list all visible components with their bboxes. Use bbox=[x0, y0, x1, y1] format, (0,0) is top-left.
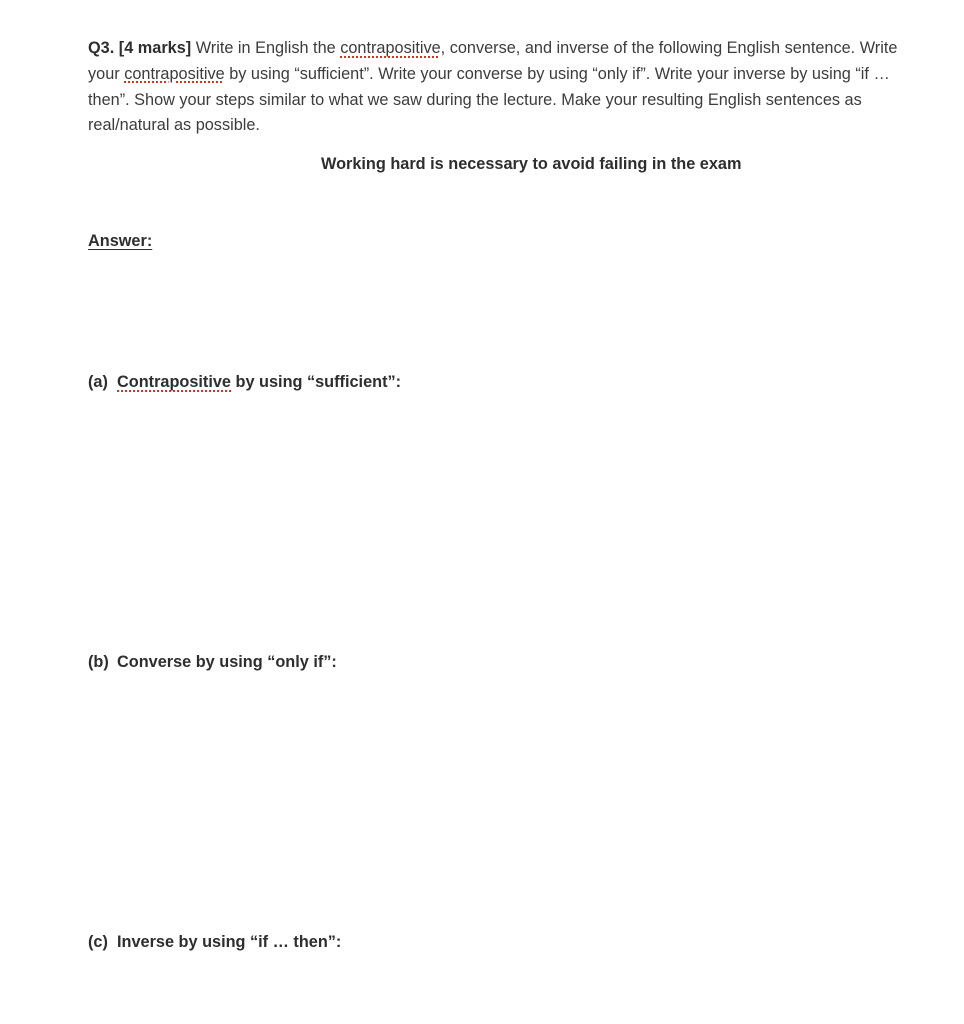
question-line-2-after: by using “sufficient”. Write your converse by using “only if”. Write your inverse by using “if … bbox=[224, 64, 890, 83]
part-b-marker: (b) bbox=[88, 653, 109, 671]
question-line-1 bbox=[88, 36, 964, 62]
question-line-3: then”. Show your steps similar to what we saw during the lecture. Make your resulting English sentences as bbox=[88, 90, 862, 109]
question-line-4: real/natural as possible. bbox=[88, 116, 260, 135]
part-b-label: Converse by using “only if”: bbox=[117, 653, 337, 671]
part-a-label: by using “sufficient”: bbox=[231, 373, 402, 391]
question-marks: [4 marks] bbox=[118, 39, 192, 57]
question-number: Q3. bbox=[88, 39, 115, 57]
question-line-2-before: your bbox=[88, 64, 125, 83]
statement-sentence: Working hard is necessary to avoid failing in the exam bbox=[321, 155, 742, 173]
part-c-heading bbox=[88, 930, 341, 954]
question-line-1-before: Write in English the bbox=[191, 39, 341, 57]
question-line-2 bbox=[88, 62, 964, 88]
question-line-1-after: , converse, and inverse of the following English sentence. Write bbox=[440, 39, 898, 57]
spellcheck-word-contrapositive-2[interactable]: contrapositive bbox=[124, 64, 225, 83]
spellcheck-word-contrapositive[interactable]: contrapositive bbox=[340, 39, 441, 57]
part-c-marker: (c) bbox=[88, 933, 108, 951]
answer-heading: Answer: bbox=[88, 232, 153, 250]
part-c-label: Inverse by using “if … then”: bbox=[117, 933, 342, 951]
part-b-heading bbox=[88, 650, 337, 674]
part-a-heading bbox=[88, 370, 401, 394]
spellcheck-word-contrapositive-3[interactable]: Contrapositive bbox=[117, 373, 231, 391]
question-text bbox=[88, 36, 964, 139]
part-a-marker: (a) bbox=[88, 373, 108, 391]
